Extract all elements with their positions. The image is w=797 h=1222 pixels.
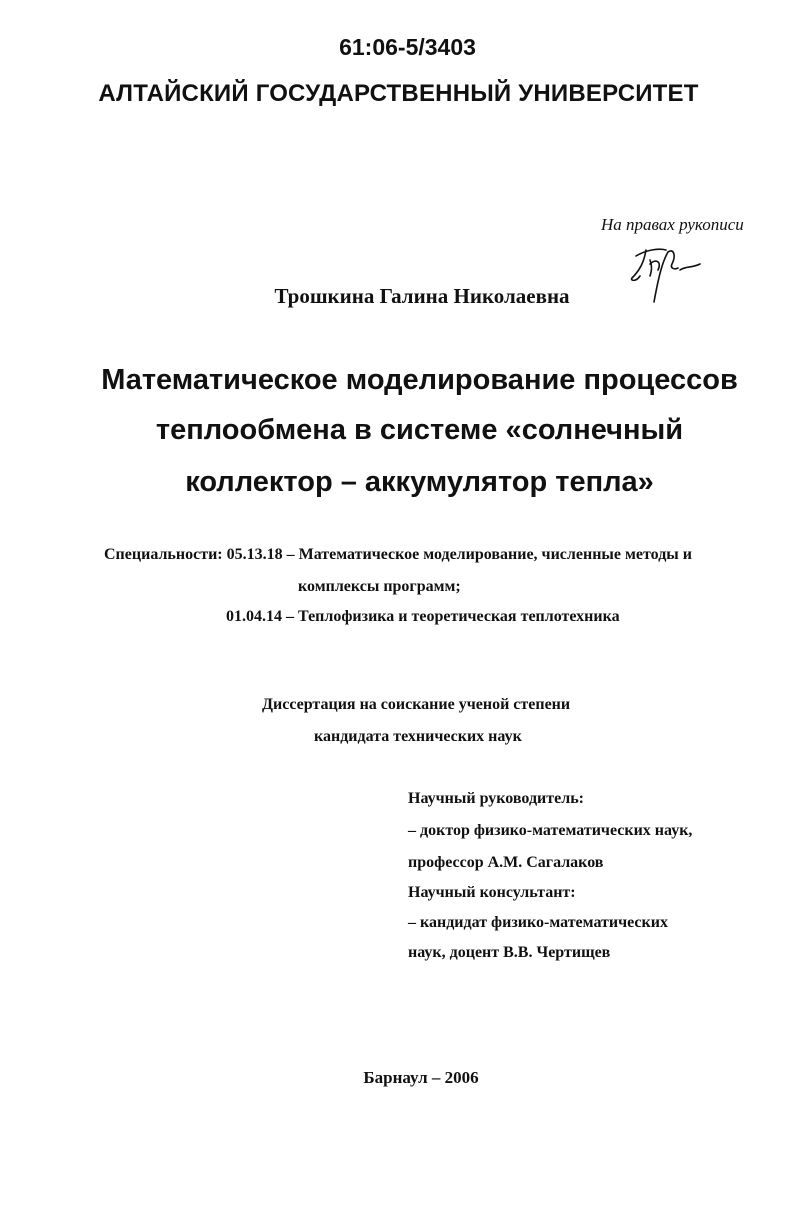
supervisor-line: – доктор физико-математических наук, [408, 822, 693, 839]
specialties-line: 01.04.14 – Теплофизика и теоретическая теплотехника [226, 608, 620, 625]
author-name: Трошкина Галина Николаевна [274, 284, 570, 308]
city-year: Барнаул – 2006 [363, 1068, 479, 1087]
consultant-line: Научный консультант: [408, 884, 576, 901]
supervisor-line: Научный руководитель: [408, 790, 584, 807]
specialties-line: комплексы программ; [298, 578, 461, 595]
university-name: АЛТАЙСКИЙ ГОСУДАРСТВЕННЫЙ УНИВЕРСИТЕТ [98, 80, 699, 107]
consultant-line: – кандидат физико-математических [408, 914, 668, 931]
consultant-line: наук, доцент В.В. Чертищев [408, 944, 611, 961]
dissertation-title-line: коллектор – аккумулятор тепла» [185, 466, 654, 498]
supervisor-line: профессор А.М. Сагалаков [408, 854, 604, 871]
dissertation-title-line: теплообмена в системе «солнечный [155, 414, 684, 446]
manuscript-rights-note: На правах рукописи [601, 215, 744, 234]
specialties-line: Специальности: 05.13.18 – Математическое моделирование, численные методы и [104, 546, 692, 563]
document-code: 61:06-5/3403 [339, 34, 476, 60]
degree-line: кандидата технических наук [314, 728, 522, 745]
dissertation-title-line: Математическое моделирование процессов [101, 364, 738, 396]
degree-line: Диссертация на соискание ученой степени [262, 696, 571, 713]
